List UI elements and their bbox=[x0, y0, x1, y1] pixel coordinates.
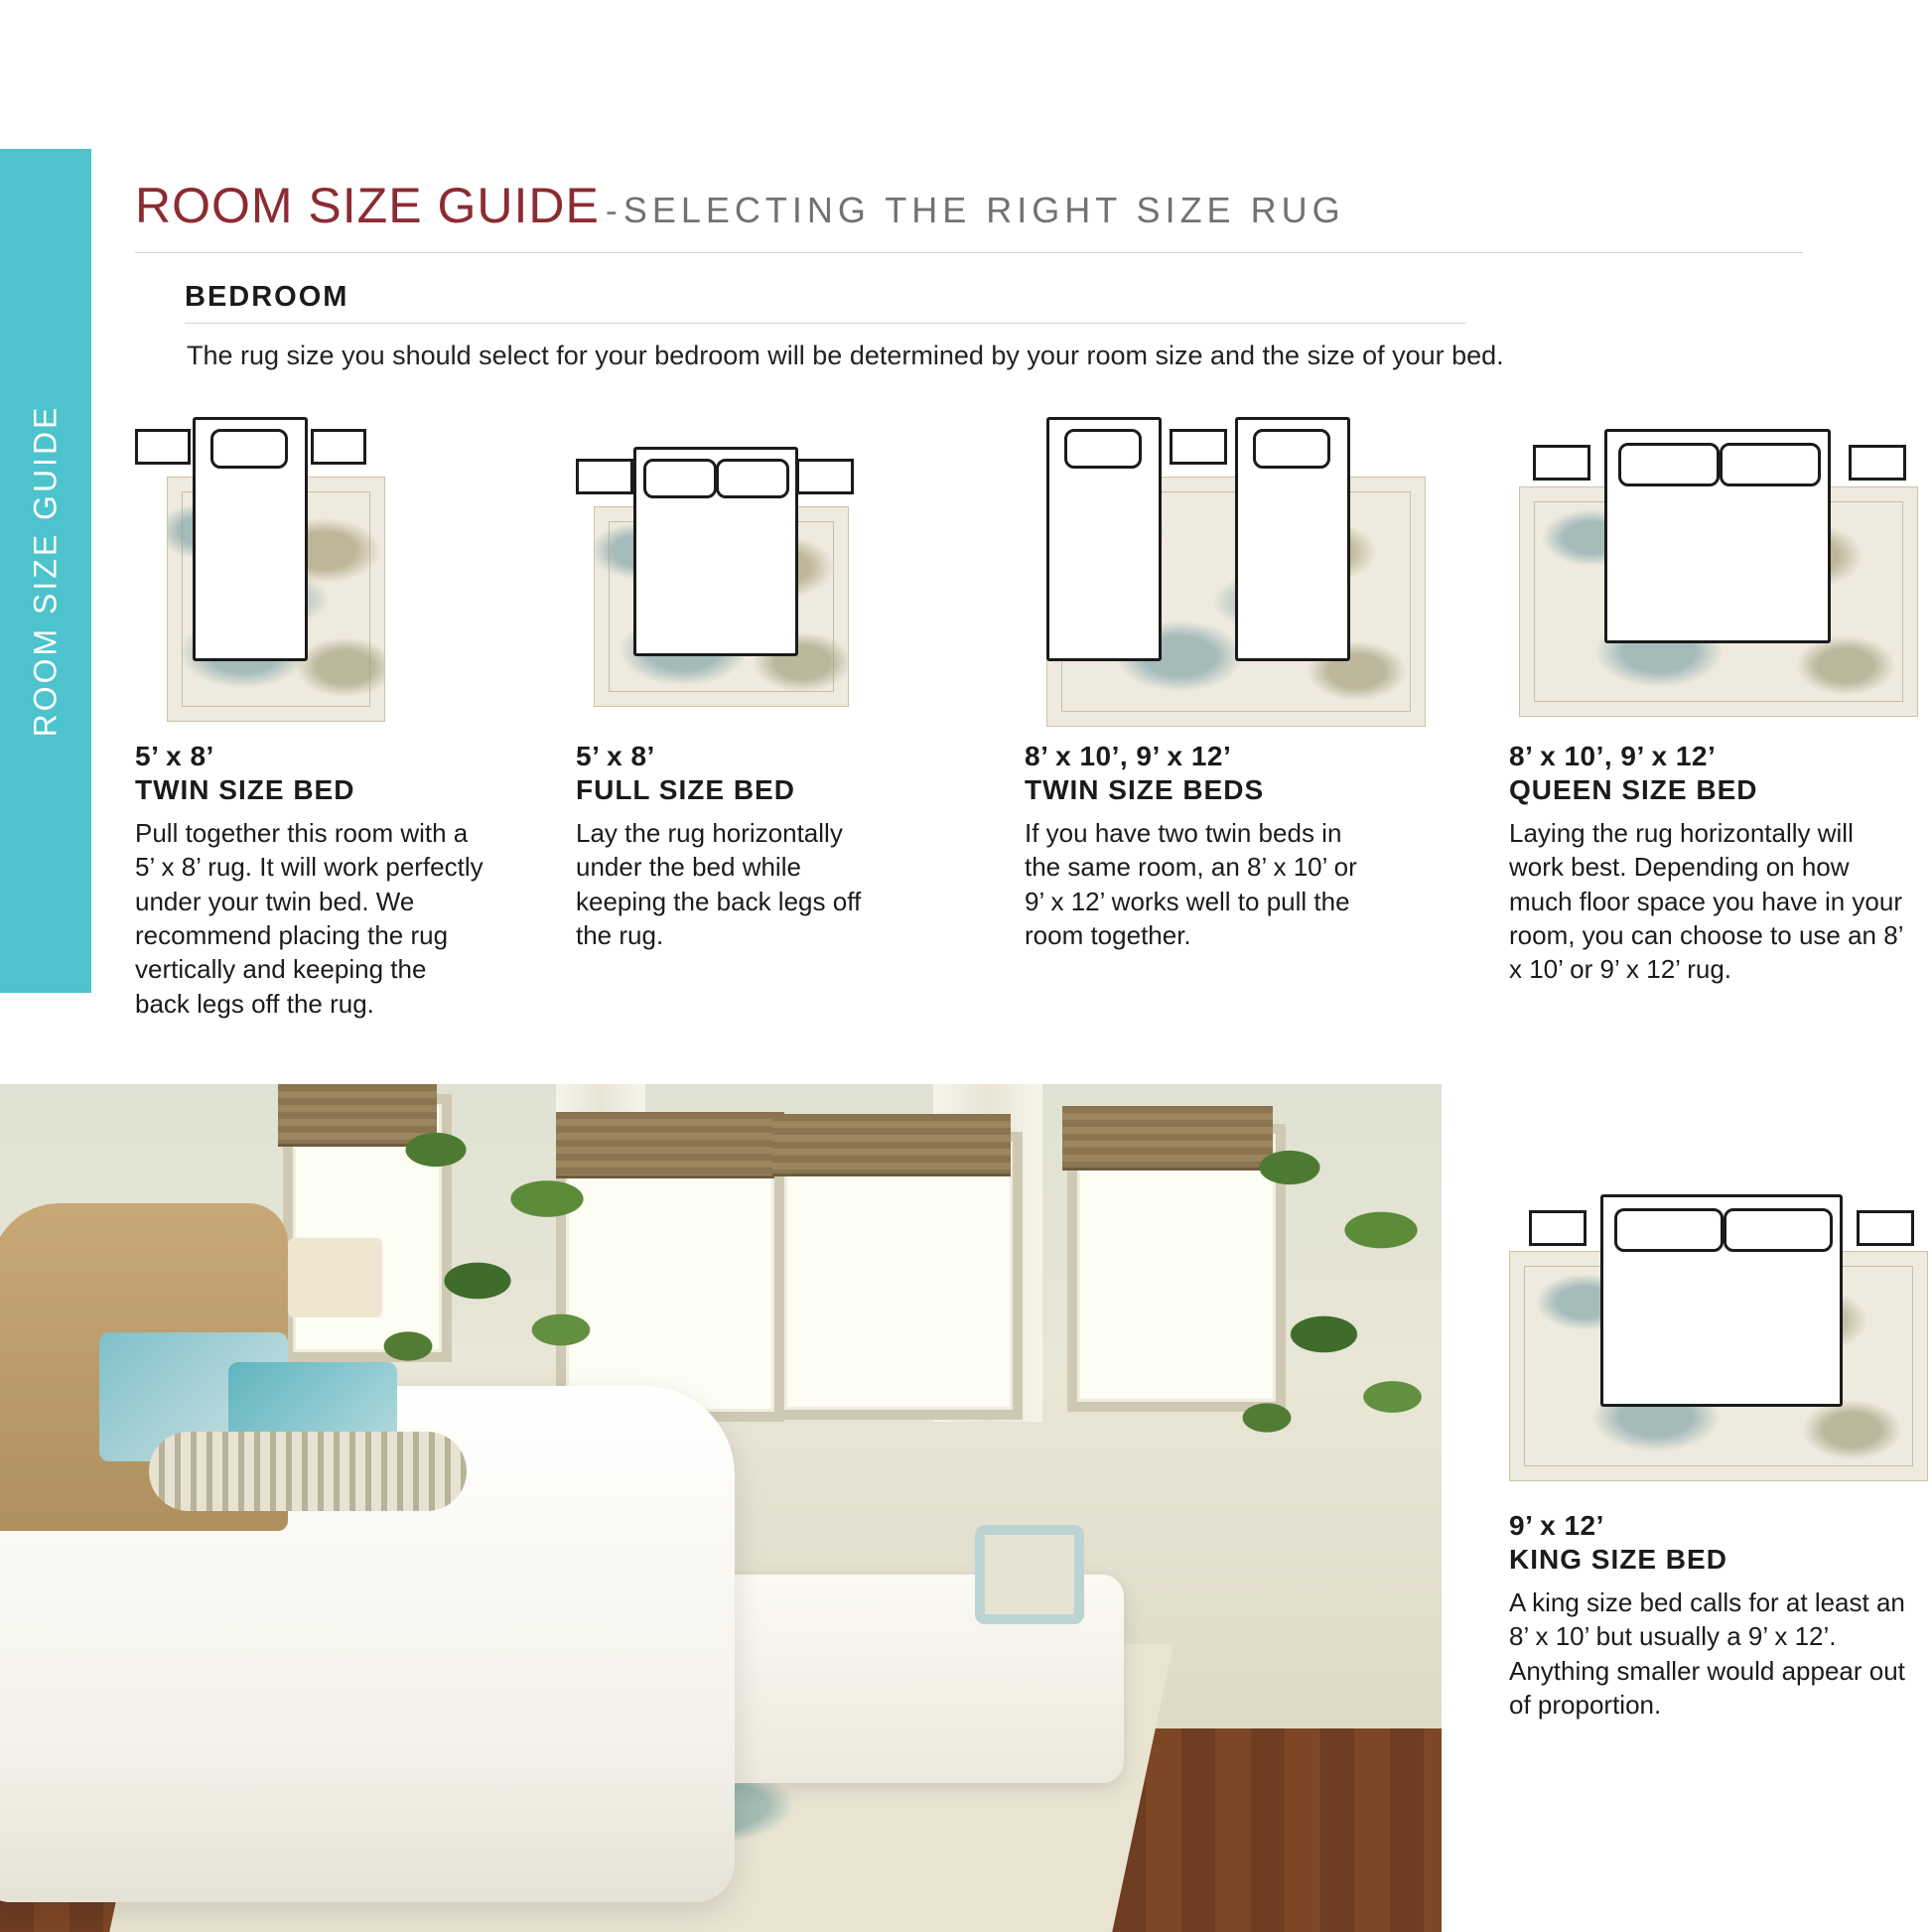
pillow-left bbox=[1618, 443, 1720, 486]
header-divider bbox=[135, 252, 1803, 253]
card-queen-size-bed bbox=[1509, 407, 1932, 987]
pillow bbox=[210, 429, 288, 469]
page-subtitle: SELECTING THE RIGHT SIZE RUG bbox=[622, 190, 1345, 230]
bedroom-lifestyle-photo bbox=[0, 1084, 1442, 1932]
pillow-left bbox=[643, 459, 717, 498]
card-size-label: 8’ x 10’, 9’ x 12’ bbox=[1509, 741, 1717, 771]
nightstand-center bbox=[1170, 429, 1227, 465]
two-twin-beds-rug-diagram bbox=[1025, 407, 1451, 735]
king-bed-rug-diagram bbox=[1509, 1176, 1932, 1504]
photo-bolster-pillow bbox=[149, 1432, 467, 1511]
twin-bed-vertical-rug-diagram bbox=[135, 407, 562, 735]
pillow-left bbox=[1614, 1208, 1724, 1252]
side-tab bbox=[0, 149, 91, 993]
card-description: Lay the rug horizontally under the bed while keeping the back legs off the rug. bbox=[576, 818, 862, 950]
full-bed-horizontal-rug-diagram bbox=[576, 407, 1003, 735]
card-bed-type: TWIN SIZE BEDS bbox=[1025, 774, 1265, 805]
queen-bed-rug-diagram bbox=[1509, 407, 1932, 735]
card-size-label: 5’ x 8’ bbox=[576, 741, 655, 771]
title-separator: - bbox=[605, 190, 618, 230]
photo-blind-2 bbox=[772, 1114, 1011, 1176]
pillow-right bbox=[1724, 1208, 1833, 1252]
nightstand-left bbox=[1529, 1210, 1587, 1246]
photo-chaise-pillow bbox=[975, 1525, 1084, 1624]
card-description: If you have two twin beds in the same room, an 8’ x 10’ or 9’ x 12’ works well to pull the room together. bbox=[1025, 818, 1357, 950]
card-bed-type: QUEEN SIZE BED bbox=[1509, 774, 1758, 805]
card-size-label: 8’ x 10’, 9’ x 12’ bbox=[1025, 741, 1232, 771]
page-title: ROOM SIZE GUIDE bbox=[135, 178, 600, 233]
pillow-right bbox=[1720, 443, 1821, 486]
card-twin-size-bed bbox=[135, 407, 562, 1021]
section-divider bbox=[185, 323, 1465, 324]
section-title: BEDROOM bbox=[185, 281, 349, 313]
pillow-right bbox=[716, 459, 789, 498]
photo-plant-right bbox=[1221, 1084, 1442, 1501]
card-full-size-bed bbox=[576, 407, 1003, 952]
pillow-left bbox=[1064, 429, 1142, 469]
card-king-size-bed bbox=[1509, 1176, 1932, 1722]
nightstand-right bbox=[1857, 1210, 1914, 1246]
card-two-twin-beds bbox=[1025, 407, 1451, 952]
nightstand-right bbox=[796, 459, 854, 494]
card-bed-type: FULL SIZE BED bbox=[576, 774, 795, 805]
card-bed-type: KING SIZE BED bbox=[1509, 1544, 1727, 1575]
photo-plant-left bbox=[352, 1084, 630, 1412]
photo-lamp bbox=[288, 1238, 382, 1317]
card-size-label: 9’ x 12’ bbox=[1509, 1510, 1604, 1541]
card-description: Laying the rug horizontally will work best. Depending on how much floor space you have in your room, you can choose to use an 8’ x 10’ or 9’ x 12’ rug. bbox=[1509, 818, 1903, 985]
card-size-label: 5’ x 8’ bbox=[135, 741, 214, 771]
nightstand-left bbox=[1533, 445, 1590, 481]
nightstand-right bbox=[311, 429, 366, 465]
side-tab-label: ROOM SIZE GUIDE bbox=[27, 404, 64, 738]
card-description: Pull together this room with a 5’ x 8’ rug. It will work perfectly under your twin bed. We recommend placing the rug vertically and keeping the back legs off the rug. bbox=[135, 818, 483, 1019]
section-intro: The rug size you should select for your bedroom will be determined by your room size and the size of your bed. bbox=[187, 341, 1504, 370]
card-description: A king size bed calls for at least an 8’ x 10’ but usually a 9’ x 12’. Anything smaller would appear out of proportion. bbox=[1509, 1587, 1905, 1720]
nightstand-left bbox=[135, 429, 191, 465]
page-header bbox=[135, 177, 1803, 234]
pillow-right bbox=[1253, 429, 1330, 469]
nightstand-left bbox=[576, 459, 633, 494]
nightstand-right bbox=[1849, 445, 1906, 481]
card-bed-type: TWIN SIZE BED bbox=[135, 774, 355, 805]
